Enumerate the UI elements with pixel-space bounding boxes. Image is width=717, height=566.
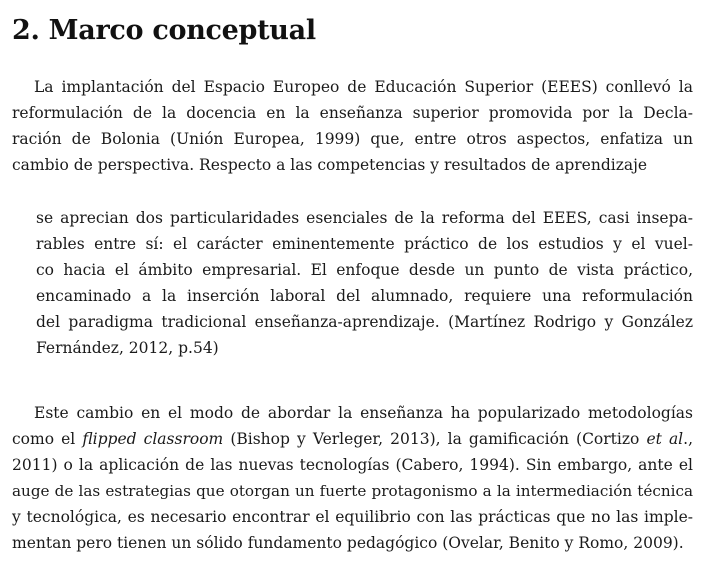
section-heading: 2. Marco conceptual [12,15,316,46]
italic-term: flipped classroom [82,430,224,448]
quote-line: encaminado a la inserción laboral del alumnado, requiere una reformulación [36,287,693,305]
text-segment: ., [683,430,693,448]
quote-line: co hacia el ámbito empresarial. El enfoque desde un punto de vista práctico, [36,261,693,279]
quote-line: del paradigma tradicional enseñanza-aprendizaje. (Martínez Rodrigo y González [36,313,693,331]
paragraph-methodologies [12,400,693,556]
text-line: reformulación de la docencia en la enseñanza superior promovida por la Decla- [12,104,693,122]
block-quote [36,205,693,361]
text-line: La implantación del Espacio Europeo de Educación Superior (EEES) conllevó la [34,78,693,96]
text-line: 2011) o la aplicación de las nuevas tecnologías (Cabero, 1994). Sin embargo, ante el [12,456,693,474]
text-line: ración de Bolonia (Unión Europea, 1999) que, entre otros aspectos, enfatiza un [12,130,693,148]
italic-term: et al [646,430,684,448]
quote-line: se aprecian dos particularidades esenciales de la reforma del EEES, casi insepa- [36,209,693,227]
text-line: y tecnológica, es necesario encontrar el equilibrio con las prácticas que no las imple- [12,508,693,526]
text-line-with-italics [12,426,693,452]
paragraph-intro [12,74,693,178]
text-line: mentan pero tienen un sólido fundamento pedagógico (Ovelar, Benito y Romo, 2009). [12,534,684,552]
quote-citation-line: Fernández, 2012, p.54) [36,339,219,357]
text-line: cambio de perspectiva. Respecto a las competencias y resultados de aprendizaje [12,156,648,174]
quote-line: rables entre sí: el carácter eminentemente práctico de los estudios y el vuel- [36,235,693,253]
text-segment: como el [12,430,83,448]
text-line: Este cambio en el modo de abordar la enseñanza ha popularizado metodologías [34,404,693,422]
text-segment: (Bishop y Verleger, 2013), la gamificación (Cortizo [223,430,647,448]
text-line: auge de las estrategias que otorgan un fuerte protagonismo a la intermediación técnica [12,482,693,500]
